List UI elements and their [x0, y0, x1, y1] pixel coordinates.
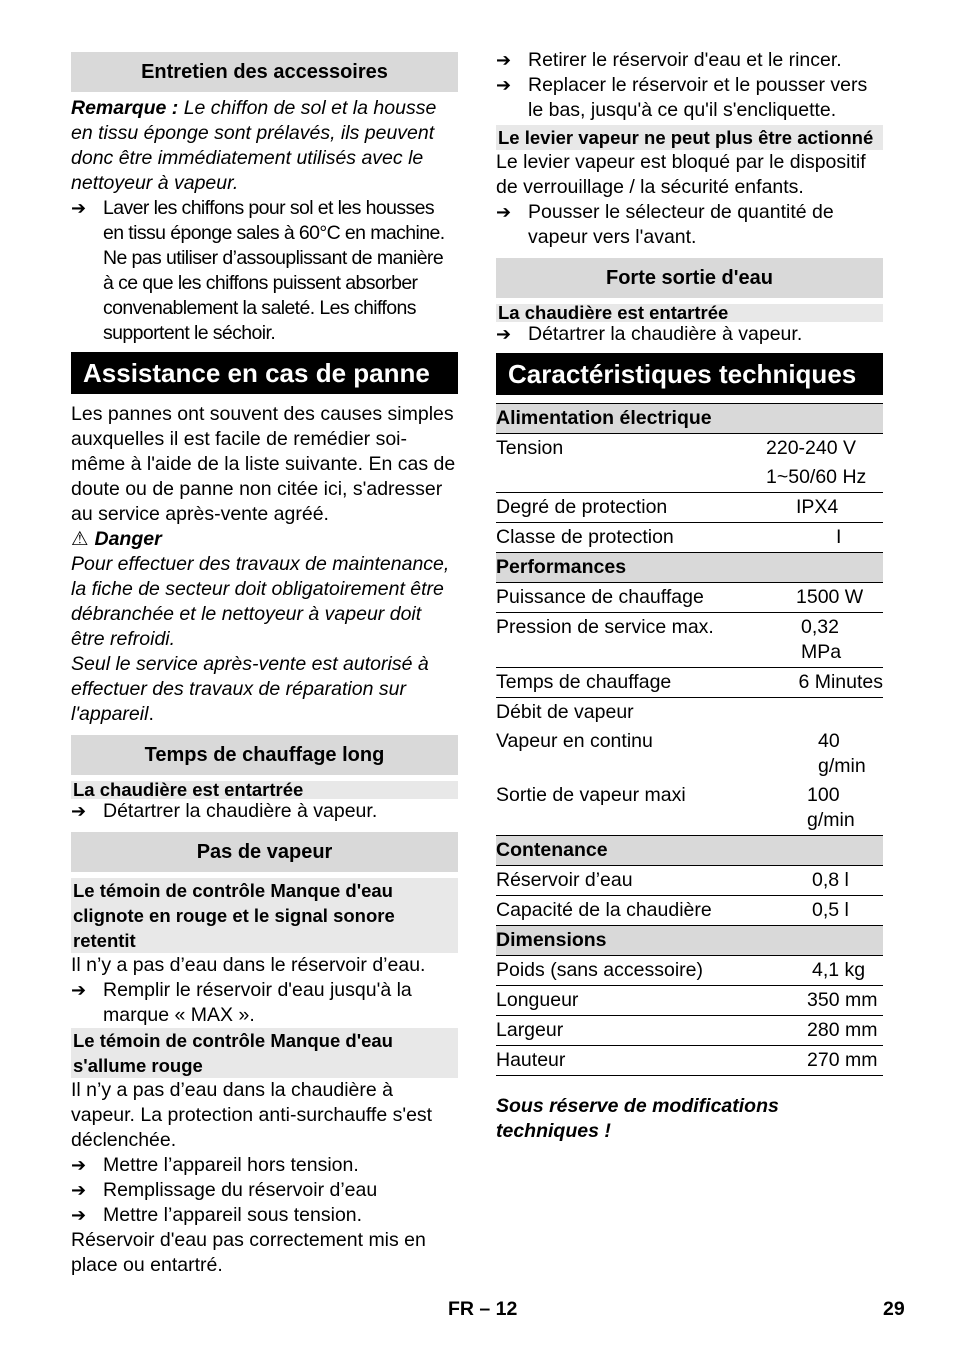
- ip-value: IPX4: [766, 493, 883, 523]
- spec-row: [496, 698, 883, 728]
- accessories-heading: Entretien des accessoires: [71, 52, 458, 92]
- warning-triangle-icon: ⚠: [71, 528, 89, 550]
- perf-category: Performances: [496, 553, 883, 583]
- arrow-right-icon: ➔: [71, 1205, 87, 1225]
- spec-row: [496, 493, 883, 523]
- continuous-label: Vapeur en continu: [496, 730, 653, 752]
- spec-row: [496, 727, 883, 781]
- arrow-right-icon: ➔: [496, 324, 512, 344]
- spec-row: [496, 956, 883, 986]
- lever-step-text: Pousser le sélecteur de quantité de vapeur vers l'avant.: [528, 201, 834, 248]
- tank-value: 0,8 l: [766, 866, 883, 896]
- danger-label-row: [71, 527, 458, 552]
- nosteam-text-3: Réservoir d'eau pas correctement mis en place ou entartré.: [71, 1229, 426, 1276]
- power-category: Alimentation électrique: [496, 404, 883, 434]
- danger-text-2b: .: [148, 703, 154, 725]
- nosteam-text-1: Il n’y a pas d’eau dans le réservoir d’eau.: [71, 954, 426, 976]
- tank-step-2-text: Replacer le réservoir et le pousser vers le bas, jusqu'à ce qu'il s'encliquette.: [528, 74, 868, 121]
- max-label: Sortie de vapeur maxi: [496, 784, 686, 806]
- danger-text-2a: Seul le service après-vente est autorisé à effectuer des travaux de réparation sur l'appareil: [71, 653, 429, 725]
- nosteam-text-2: Il n’y a pas d’eau dans la chaudière à vapeur. La protection anti-surchauffe s'est déclenchée.: [71, 1079, 433, 1151]
- right-column: [496, 48, 883, 1144]
- frequency-value: 1~50/60 Hz: [766, 463, 883, 493]
- water-step: [496, 322, 883, 347]
- specs-table: [496, 403, 883, 1076]
- cap-category: Contenance: [496, 836, 883, 866]
- width-label: Largeur: [496, 1016, 766, 1046]
- specs-heading: Caractéristiques techniques: [496, 353, 883, 395]
- danger-text-1: Pour effectuer des travaux de maintenance, la fiche de secteur doit obligatoirement être débranchée et le nettoyeur à vapeur doit être refroidi.: [71, 553, 450, 650]
- spec-category: [496, 404, 883, 434]
- length-label: Longueur: [496, 986, 766, 1016]
- arrow-right-icon: ➔: [71, 1155, 87, 1175]
- nosteam-step-3: [71, 1178, 458, 1203]
- spec-row: [496, 1046, 883, 1076]
- heating-power-value: 1500 W: [766, 583, 883, 613]
- danger-label: Danger: [94, 528, 162, 550]
- arrow-right-icon: ➔: [496, 50, 512, 70]
- tank-label: Réservoir d’eau: [496, 866, 766, 896]
- remark-label: Remarque :: [71, 97, 179, 119]
- heat-step-text: Détartrer la chaudière à vapeur.: [103, 800, 378, 822]
- spec-row: [496, 986, 883, 1016]
- spec-category: [496, 836, 883, 866]
- help-intro: Les pannes ont souvent des causes simples auxquelles il est facile de remédier soi-même à l'aide de la liste suivante. En cas de doute ou de panne non citée ici, s'adresser au service après-vente agréé.: [71, 403, 456, 525]
- water-heading: Forte sortie d'eau: [496, 258, 883, 298]
- boiler-value: 0,5 l: [812, 899, 849, 921]
- spec-row: [496, 583, 883, 613]
- danger-text-2: [71, 652, 458, 727]
- spec-row: [496, 781, 883, 836]
- heat-time-label: Temps de chauffage: [496, 668, 766, 698]
- nosteam-step-2: [71, 1153, 458, 1178]
- page-number: 29: [883, 1298, 905, 1320]
- spec-row: [496, 434, 883, 464]
- remark-paragraph: [71, 96, 458, 196]
- pressure-value: 0,32 MPa: [766, 613, 883, 668]
- spec-row: [496, 896, 883, 926]
- weight-label: Poids (sans accessoire): [496, 956, 766, 986]
- help-heading: Assistance en cas de panne: [71, 352, 458, 394]
- spec-row: [496, 1016, 883, 1046]
- class-value: I: [836, 526, 842, 548]
- water-subheading: La chaudière est entartrée: [496, 304, 883, 322]
- lever-subheading: Le levier vapeur ne peut plus être actionné: [496, 125, 883, 150]
- reserve-note: Sous réserve de modifications techniques !: [496, 1095, 779, 1142]
- spec-row: [496, 523, 883, 553]
- nosteam-step-1: [71, 978, 458, 1028]
- boiler-label: Capacité de la chaudière: [496, 899, 712, 921]
- water-step-text: Détartrer la chaudière à vapeur.: [528, 323, 803, 345]
- spec-row: [496, 463, 883, 493]
- nosteam-step-1-text: Remplir le réservoir d'eau jusqu'à la marque « MAX ».: [103, 979, 412, 1026]
- flow-label: Débit de vapeur: [496, 701, 634, 723]
- footer-section-label: FR – 12: [448, 1298, 518, 1320]
- lever-step: [496, 200, 883, 250]
- heat-heading: Temps de chauffage long: [71, 735, 458, 775]
- ip-label: Degré de protection: [496, 493, 766, 523]
- accessories-step-text: Laver les chiffons pour sol et les housses en tissu éponge sales à 60°C en machine. Ne pas utiliser d’assouplissant de manière à ce que les chiffons puissent absorber convenablement la saleté. Les chiffons supportent le séchoir.: [103, 197, 445, 344]
- arrow-right-icon: ➔: [71, 801, 87, 821]
- arrow-right-icon: ➔: [71, 1180, 87, 1200]
- arrow-right-icon: ➔: [71, 198, 86, 218]
- lever-text: Le levier vapeur est bloqué par le dispositif de verrouillage / la sécurité enfants.: [496, 151, 866, 198]
- nosteam-heading: Pas de vapeur: [71, 832, 458, 872]
- accessories-step: [71, 196, 458, 346]
- voltage-value: 220-240 V: [766, 437, 856, 459]
- tank-step-1-text: Retirer le réservoir d'eau et le rincer.: [528, 49, 842, 71]
- nosteam-step-4-text: Mettre l’appareil sous tension.: [103, 1204, 363, 1226]
- tank-step-2: [496, 73, 883, 123]
- pressure-label: Pression de service max.: [496, 613, 766, 668]
- height-label: Hauteur: [496, 1046, 766, 1076]
- left-column: [71, 48, 458, 1278]
- width-value: 280 mm: [766, 1016, 883, 1046]
- spec-row: [496, 613, 883, 668]
- length-value: 350 mm: [766, 986, 883, 1016]
- weight-value: 4,1 kg: [766, 956, 883, 986]
- nosteam-subheading-2: Le témoin de contrôle Manque d'eau s'allume rouge: [71, 1028, 458, 1078]
- arrow-right-icon: ➔: [71, 980, 87, 1000]
- nosteam-step-2-text: Mettre l’appareil hors tension.: [103, 1154, 359, 1176]
- arrow-right-icon: ➔: [496, 75, 512, 95]
- heat-subheading: La chaudière est entartrée: [71, 781, 458, 799]
- class-label: Classe de protection: [496, 526, 674, 548]
- spec-category: [496, 553, 883, 583]
- spec-category: [496, 926, 883, 956]
- tank-step-1: [496, 48, 883, 73]
- height-value: 270 mm: [766, 1046, 883, 1076]
- max-value: 100 g/min: [807, 784, 855, 831]
- remark-text: Le chiffon de sol et la housse en tissu éponge sont prélavés, ils peuvent donc être immédiatement utilisés avec le nettoyeur à vapeur.: [71, 97, 437, 194]
- heat-time-value: 6 Minutes: [766, 668, 883, 698]
- spec-row: [496, 866, 883, 896]
- spec-row: [496, 668, 883, 698]
- heat-step: [71, 799, 458, 824]
- nosteam-step-4: [71, 1203, 458, 1228]
- arrow-right-icon: ➔: [496, 202, 512, 222]
- continuous-value: 40 g/min: [818, 730, 866, 777]
- voltage-label: Tension: [496, 437, 564, 459]
- heating-power-label: Puissance de chauffage: [496, 583, 766, 613]
- nosteam-subheading-1: Le témoin de contrôle Manque d'eau clignote en rouge et le signal sonore retentit: [71, 878, 458, 953]
- dim-category: Dimensions: [496, 926, 883, 956]
- nosteam-step-3-text: Remplissage du réservoir d’eau: [103, 1179, 378, 1201]
